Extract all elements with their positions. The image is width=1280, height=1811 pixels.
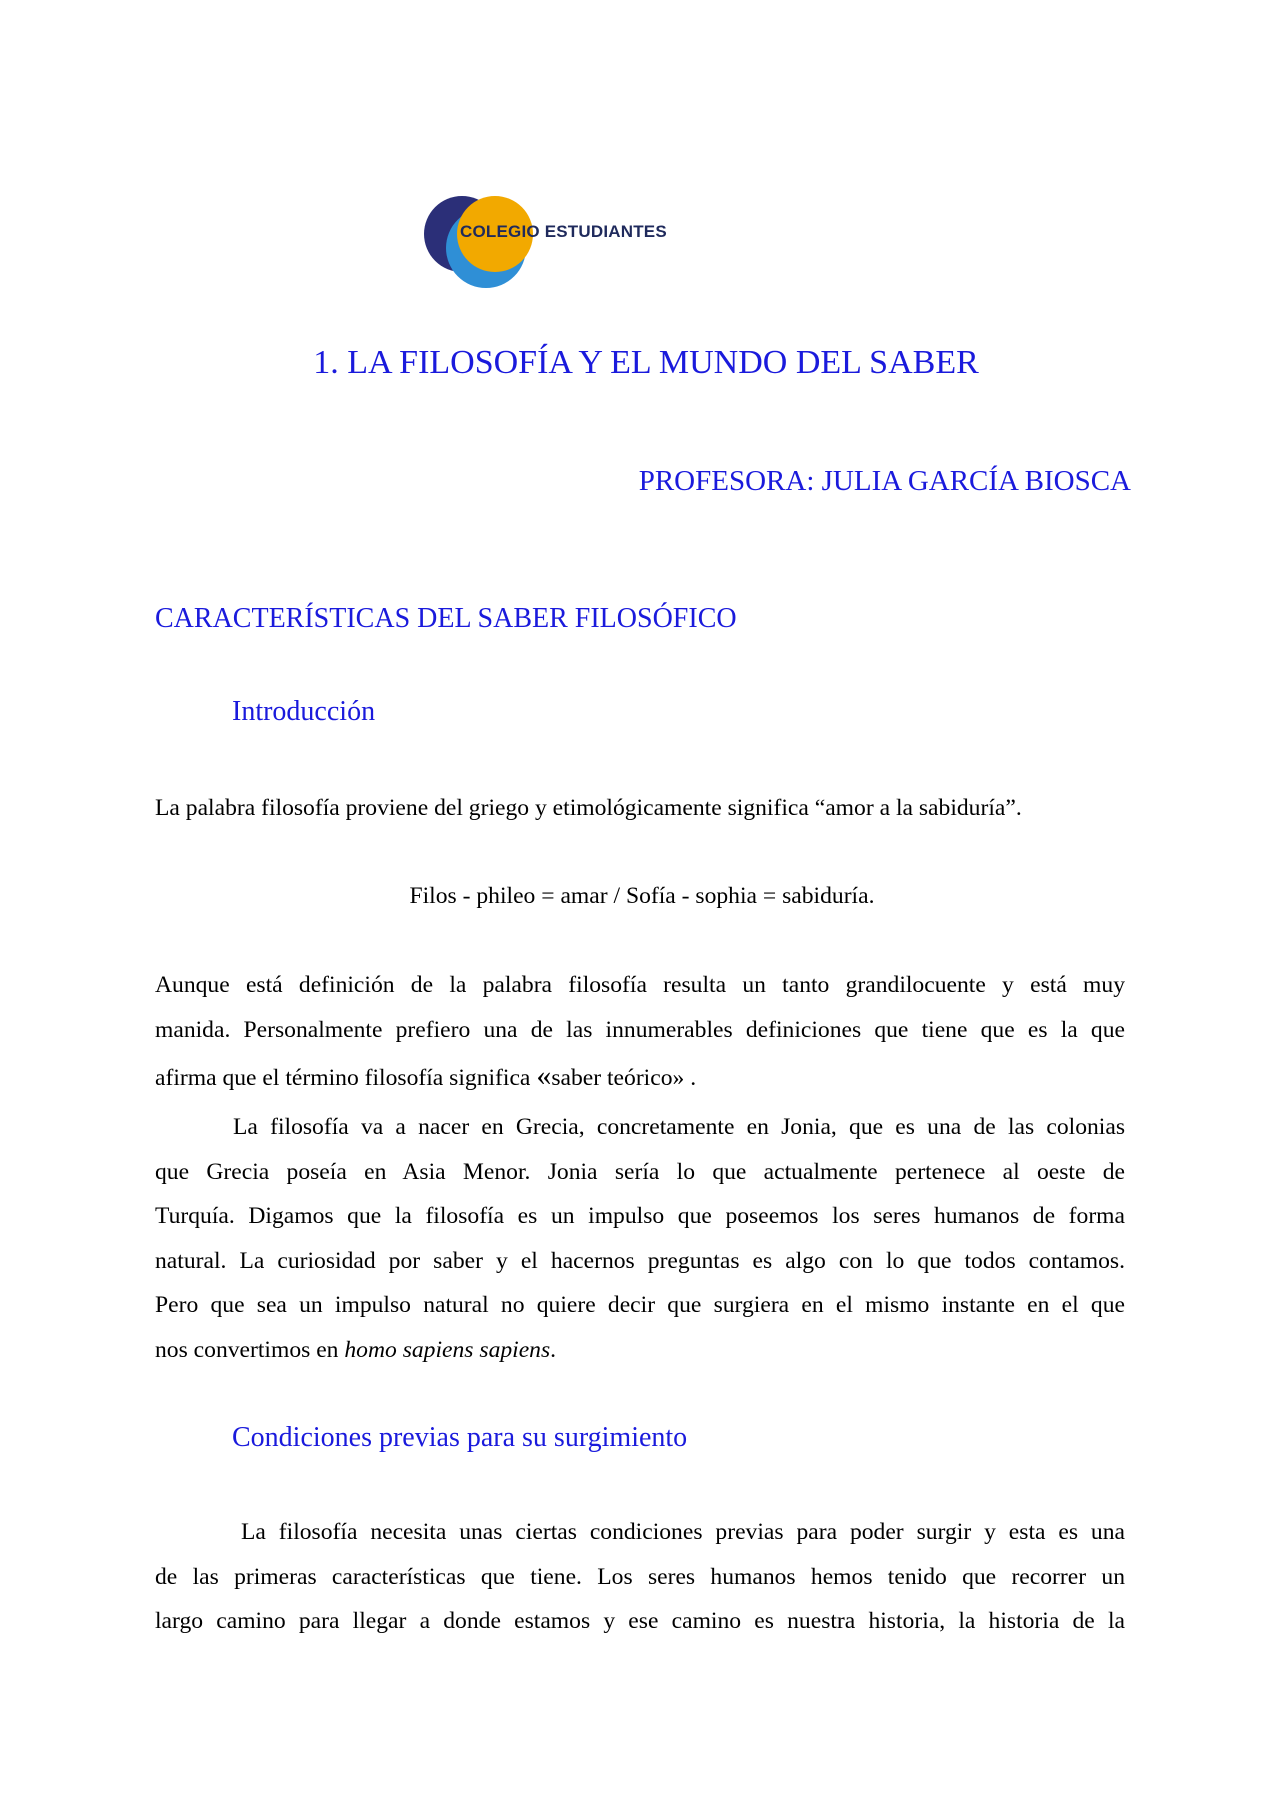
grecia-last-italic: homo sapiens sapiens bbox=[344, 1336, 551, 1363]
subheading-condiciones: Condiciones previas para su surgimiento bbox=[232, 1422, 688, 1453]
paragraph-etymology bbox=[0, 874, 1280, 919]
paragraph-intro: La palabra filosofía proviene del griego y etimológicamente significa “amor a la sabiduría”. bbox=[155, 795, 1022, 821]
grecia-line-6 bbox=[155, 1328, 1125, 1373]
grecia-line-5: Pero que sea un impulso natural no quiere decir que surgiera en el mismo instante en el que bbox=[155, 1292, 1125, 1319]
conditions-line-3: largo camino para llegar a donde estamos y ese camino es nuestra historia, la historia de la bbox=[155, 1608, 1125, 1635]
author-line: PROFESORA: JULIA GARCÍA BIOSCA bbox=[638, 465, 1131, 497]
logo-circles bbox=[420, 196, 700, 292]
logo-text-part1: COLEGIO bbox=[460, 222, 540, 241]
paragraph-grecia bbox=[155, 1105, 1125, 1373]
grecia-line-3: Turquía. Digamos que la filosofía es un impulso que poseemos los seres humanos de forma bbox=[155, 1203, 1125, 1230]
document-title-text: 1. LA FILOSOFÍA Y EL MUNDO DEL SABER bbox=[313, 344, 979, 381]
definition-last-prefix: afirma que el término filosofía significa bbox=[155, 1065, 537, 1092]
document-title bbox=[0, 344, 1280, 382]
school-logo bbox=[420, 196, 700, 292]
conditions-line-1: La filosofía necesita unas ciertas condiciones previas para poder surgir y esta es una bbox=[241, 1519, 1125, 1545]
definition-quote-open: « bbox=[536, 1059, 552, 1093]
definition-line-2: manida. Personalmente prefiero una de las innumerables definiciones que tiene que es la que bbox=[155, 1016, 1125, 1043]
etymology-text: Filos - phileo = amar / Sofía - sophia = sabiduría. bbox=[409, 883, 875, 909]
grecia-last-suffix: . bbox=[550, 1336, 557, 1363]
grecia-line-1: La filosofía va a nacer en Grecia, concretamente en Jonia, que es una de las colonias bbox=[233, 1114, 1125, 1140]
logo-text bbox=[460, 222, 667, 242]
conditions-line-2: de las primeras características que tiene. Los seres humanos hemos tenido que recorrer un bbox=[155, 1563, 1125, 1590]
section-heading: CARACTERÍSTICAS DEL SABER FILOSÓFICO bbox=[155, 603, 737, 634]
paragraph-definition bbox=[155, 963, 1125, 1104]
logo-text-part2: ESTUDIANTES bbox=[539, 222, 667, 241]
grecia-line-2: que Grecia poseía en Asia Menor. Jonia sería lo que actualmente pertenece al oeste de bbox=[155, 1158, 1125, 1185]
paragraph-conditions bbox=[155, 1510, 1125, 1644]
definition-last-suffix: saber teórico» . bbox=[551, 1065, 697, 1092]
grecia-line-4: natural. La curiosidad por saber y el hacernos preguntas es algo con lo que todos contamos. bbox=[155, 1247, 1125, 1274]
grecia-last-prefix: nos convertimos en bbox=[155, 1336, 345, 1363]
definition-line-1: Aunque está definición de la palabra filosofía resulta un tanto grandilocuente y está muy bbox=[155, 972, 1125, 998]
subheading-introduccion: Introducción bbox=[232, 696, 376, 727]
definition-line-3 bbox=[155, 1052, 1125, 1104]
